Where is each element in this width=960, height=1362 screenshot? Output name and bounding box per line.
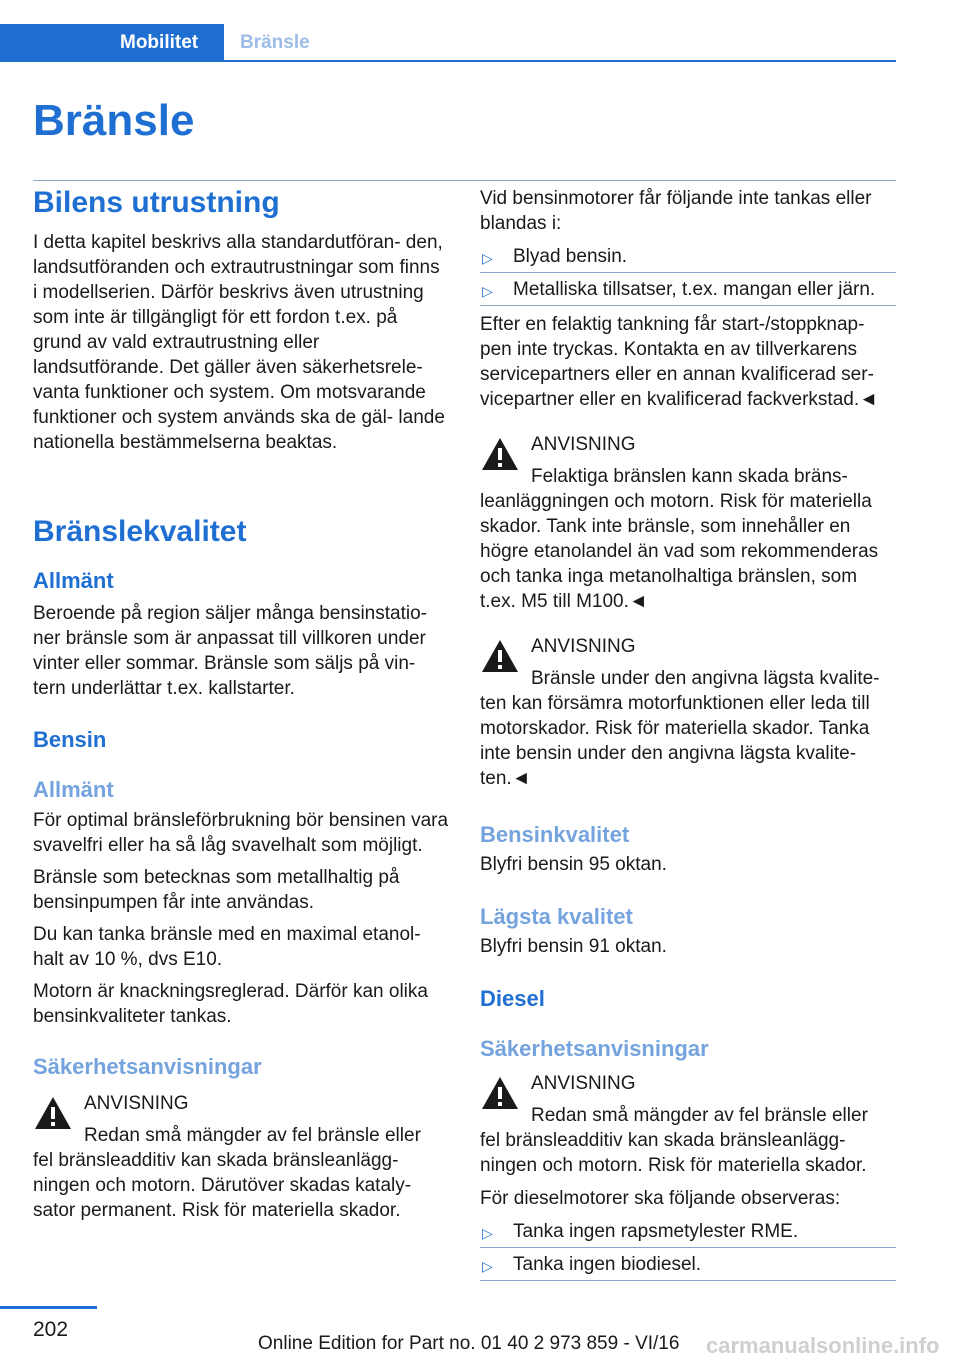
warning-first-line: Redan små mängder av fel bränsle eller — [84, 1125, 421, 1146]
bensin-paragraph-4: Motorn är knackningsreglerad. Därför kan olika bensinkvaliteter tankas. — [33, 981, 428, 1027]
section-title-utrustning: Bilens utrustning — [33, 186, 280, 219]
warning-first-line: Felaktiga bränslen kann skada bräns- — [531, 466, 848, 487]
tab-bransle[interactable]: Bränsle — [240, 32, 310, 53]
right-column — [480, 184, 896, 1281]
warning-label: ANVISNING — [531, 434, 636, 455]
subheading-diesel: Diesel — [480, 986, 545, 1011]
warning-text: ten kan försämra motorfunktionen eller leda till motorskador. Risk för materiella skador. Tanka inte bensin under den angivna lägsta kvalite- ten.◄ — [480, 693, 870, 789]
triangle-bullet-icon: ▷ — [482, 283, 493, 299]
list-item: ▷ Blyad bensin. — [480, 240, 896, 273]
bensin-paragraph-3: Du kan tanka bränsle med en maximal etanol- halt av 10 %, dvs E10. — [33, 924, 421, 970]
subheading-bensinkvalitet: Bensinkvalitet — [480, 822, 630, 847]
lagsta-kvalitet-text: Blyfri bensin 91 oktan. — [480, 936, 667, 957]
subheading-lagsta-kvalitet: Lägsta kvalitet — [480, 904, 633, 929]
left-column — [33, 184, 449, 1223]
subheading-allmant: Allmänt — [33, 568, 114, 593]
list-item: ▷ Tanka ingen biodiesel. — [480, 1248, 896, 1281]
bensin-paragraph-1: För optimal bränsleförbrukning bör bensinen vara svavelfri eller ha så låg svavelhalt som möjligt. — [33, 810, 449, 856]
watermark: carmanualsonline.info — [706, 1333, 940, 1358]
chapter-title: Bränsle — [33, 96, 195, 145]
bensin-intro: Vid bensinmotorer får följande inte tankas eller blandas i: — [480, 188, 872, 234]
warning-triangle-icon — [480, 1075, 520, 1111]
allmant-text: Beroende på region säljer många bensinstatio- ner bränsle som är anpassat till villkoren under vinter eller sommar. Bränsle som säljs på vin- tern underlättar t.ex. kallstarter. — [33, 603, 427, 699]
page-number: 202 — [33, 1318, 69, 1341]
warning-label: ANVISNING — [531, 636, 636, 657]
subheading-bensin: Bensin — [33, 727, 107, 752]
diesel-intro: För dieselmotorer ska följande observeras: — [480, 1188, 841, 1209]
warning-block — [480, 634, 896, 791]
footer-divider — [0, 1306, 97, 1309]
warning-text: fel bränsleadditiv kan skada bränsleanlägg- ningen och motorn. Risk för materiella skador. — [480, 1130, 867, 1176]
warning-label: ANVISNING — [84, 1093, 189, 1114]
warning-block — [480, 1071, 896, 1178]
triangle-bullet-icon: ▷ — [482, 1258, 493, 1274]
subheading-diesel-sakerhet: Säkerhetsanvisningar — [480, 1036, 709, 1061]
bensinkvalitet-text: Blyfri bensin 95 oktan. — [480, 854, 667, 875]
utrustning-text: I detta kapitel beskrivs alla standardutföran- den, landsutföranden och extrautrustningar som finns i modellserien. Därför beskrivs även utrustning som inte är tillgängligt för ett fordon t.ex. på grund av vald extrautrustning eller landsutförande. Det gäller även säkerhetsrele- vanta funktioner och system. Om motsvarande funktioner och system används ska de gäl- lande nationella bestämmelserna beaktas. — [33, 232, 445, 453]
header-bar — [0, 24, 896, 62]
footer-edition: Online Edition for Part no. 01 40 2 973 859 - VI/16 — [258, 1333, 680, 1354]
warning-triangle-icon — [480, 436, 520, 472]
after-list-text: Efter en felaktig tankning får start-/stoppknap- pen inte tryckas. Kontakta en av tillverkarens servicepartners eller en annan kvalificerad ser- vicepartner eller en kvalificerad fackverkstad.◄ — [480, 314, 878, 410]
list-item: ▷ Tanka ingen rapsmetylester RME. — [480, 1215, 896, 1248]
warning-text: fel bränsleadditiv kan skada bränsleanlägg- ningen och motorn. Därutöver skadas kataly- sator permanent. Risk för materiella skador. — [33, 1150, 412, 1221]
warning-triangle-icon — [480, 638, 520, 674]
triangle-bullet-icon: ▷ — [482, 1225, 493, 1241]
warning-block — [33, 1091, 449, 1223]
section-title-branslekvalitet: Bränslekvalitet — [33, 515, 247, 548]
triangle-bullet-icon: ▷ — [482, 250, 493, 266]
warning-first-line: Redan små mängder av fel bränsle eller — [531, 1105, 868, 1126]
warning-block — [480, 432, 896, 614]
warning-label: ANVISNING — [531, 1073, 636, 1094]
subheading-sakerhet: Säkerhetsanvisningar — [33, 1054, 262, 1079]
tab-mobilitet[interactable]: Mobilitet — [0, 24, 224, 61]
bensin-paragraph-2: Bränsle som betecknas som metallhaltig på bensinpumpen får inte användas. — [33, 867, 400, 913]
list-item: ▷ Metalliska tillsatser, t.ex. mangan eller järn. — [480, 273, 896, 306]
subheading-bensin-allmant: Allmänt — [33, 777, 114, 802]
title-divider — [33, 180, 896, 181]
diesel-forbidden-list — [480, 1215, 896, 1281]
warning-first-line: Bränsle under den angivna lägsta kvalite- — [531, 668, 880, 689]
bensin-forbidden-list — [480, 240, 896, 306]
warning-text: leanläggningen och motorn. Risk för materiella skador. Tank inte bränsle, som innehåller en högre etanolandel än vad som rekommenderas och tanka inga metanolhaltiga bränslen, som t.ex. M5 till M100.◄ — [480, 491, 879, 612]
warning-triangle-icon — [33, 1095, 73, 1131]
